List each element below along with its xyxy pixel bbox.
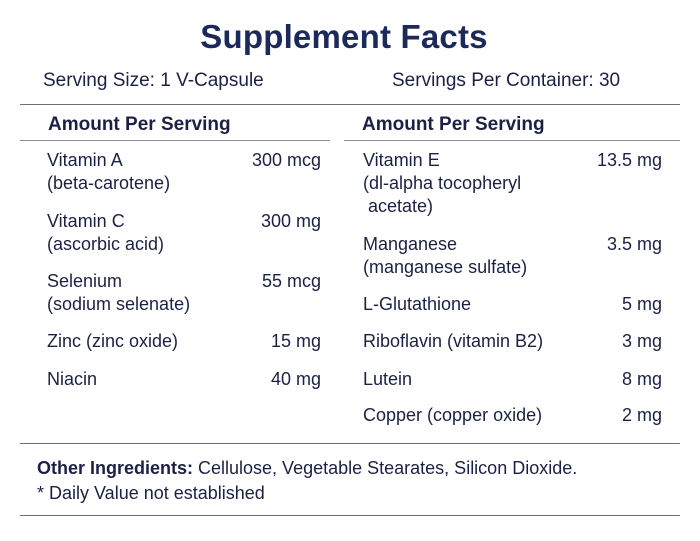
- serving-size: Serving Size: 1 V-Capsule: [43, 70, 264, 91]
- right-header-underline: [344, 140, 680, 141]
- nutrient-amount: 8 mg: [621, 369, 662, 389]
- panel-title: Supplement Facts: [200, 18, 488, 55]
- nutrient-amount: 40 mg: [270, 369, 321, 389]
- nutrient-l-glutathione: [363, 293, 471, 316]
- nutrient-copper: [363, 404, 542, 427]
- nutrient-vitamin-c: [47, 210, 164, 256]
- nutrient-amount: 5 mg: [621, 294, 662, 314]
- nutrient-source: (beta-carotene): [47, 173, 171, 193]
- nutrient-name: Vitamin C: [47, 211, 125, 231]
- other-ingredients-text: Cellulose, Vegetable Stearates, Silicon Dioxide.: [193, 458, 578, 478]
- nutrient-vitamin-a: [47, 149, 170, 195]
- nutrient-amount: 3 mg: [621, 331, 662, 351]
- nutrient-name: Lutein: [363, 369, 413, 389]
- nutrient-amount: 3.5 mg: [606, 234, 662, 254]
- nutrient-name: Vitamin A: [47, 150, 123, 170]
- middle-divider: [20, 443, 680, 444]
- left-column-header: Amount Per Serving: [48, 114, 231, 135]
- right-column-header: Amount Per Serving: [362, 114, 545, 135]
- nutrient-amount: 13.5 mg: [596, 150, 662, 170]
- nutrient-name: L-Glutathione: [363, 294, 472, 314]
- nutrient-lutein: [363, 368, 412, 391]
- nutrient-name: Niacin: [47, 369, 98, 389]
- other-ingredients-block: [37, 456, 577, 506]
- nutrient-name: Selenium: [47, 271, 123, 291]
- nutrient-riboflavin: [363, 330, 543, 353]
- bottom-divider: [20, 515, 680, 516]
- nutrient-name: Vitamin E: [363, 150, 440, 170]
- nutrient-vitamin-e: [363, 149, 521, 218]
- other-ingredients-label: Other Ingredients:: [37, 458, 194, 478]
- nutrient-name: Zinc (zinc oxide): [47, 331, 179, 351]
- nutrient-name: Copper (copper oxide): [363, 405, 543, 425]
- nutrient-amount: 15 mg: [270, 331, 321, 351]
- left-header-underline: [20, 140, 330, 141]
- nutrient-source: (manganese sulfate): [363, 257, 528, 277]
- nutrient-amount: 2 mg: [621, 405, 662, 425]
- nutrient-niacin: [47, 368, 97, 391]
- nutrient-source: (sodium selenate): [47, 294, 191, 314]
- nutrient-source-cont: acetate): [363, 196, 434, 216]
- daily-value-footnote: * Daily Value not established: [37, 483, 265, 503]
- nutrient-zinc: [47, 330, 178, 353]
- nutrient-selenium: [47, 270, 190, 316]
- nutrient-amount: 55 mcg: [261, 271, 321, 291]
- nutrient-source: (ascorbic acid): [47, 234, 165, 254]
- nutrient-manganese: [363, 233, 527, 279]
- nutrient-amount: 300 mg: [260, 211, 321, 231]
- top-divider: [20, 104, 680, 105]
- nutrient-name: Riboflavin (vitamin B2): [363, 331, 544, 351]
- nutrient-name: Manganese: [363, 234, 458, 254]
- nutrient-source: (dl-alpha tocopheryl: [363, 173, 522, 193]
- servings-per-container: Servings Per Container: 30: [392, 70, 621, 91]
- nutrient-amount: 300 mcg: [251, 150, 321, 170]
- other-ingredients: [37, 456, 577, 481]
